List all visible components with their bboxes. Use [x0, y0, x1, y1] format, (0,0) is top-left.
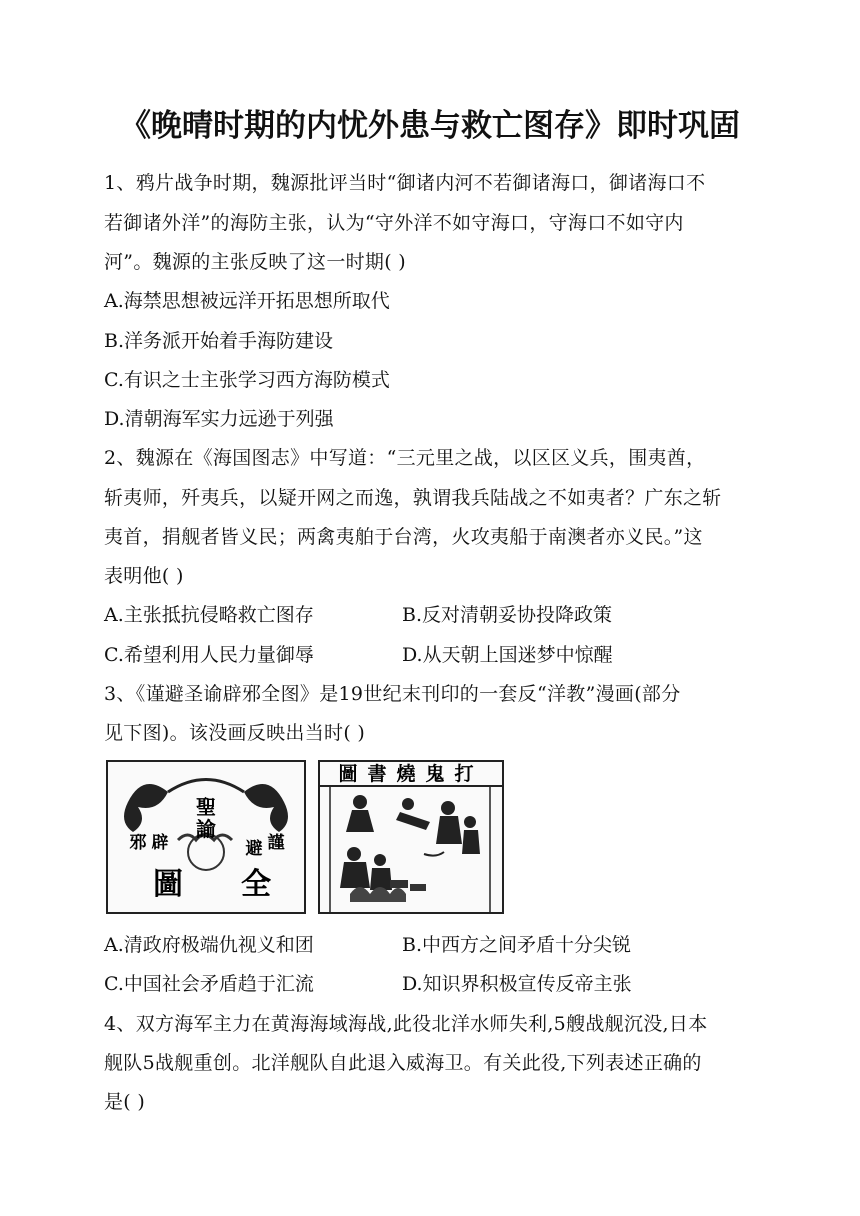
q2-option-d[interactable]: D.从天朝上国迷梦中惊醒 — [402, 644, 613, 666]
q2-stem-line-4: 表明他( ) — [104, 565, 184, 587]
q2-option-c[interactable]: C.希望利用人民力量御辱 — [104, 644, 314, 666]
q1-option-d[interactable]: D.清朝海军实力远逊于列强 — [104, 408, 334, 430]
woodcut-title-page-image — [106, 760, 306, 914]
q3-option-b[interactable]: B.中西方之间矛盾十分尖锐 — [402, 934, 632, 956]
seal-char-bi: 避 — [245, 839, 263, 859]
q3-stem-line-1: 3、《谨避圣谕辟邪全图》是19世纪末刊印的一套反“洋教”漫画(部分 — [104, 683, 681, 705]
arch-ornament — [168, 780, 244, 793]
q2-option-b[interactable]: B.反对清朝妥协投降政策 — [402, 604, 613, 626]
seal-char-xie: 邪 — [129, 833, 147, 853]
q1-option-a[interactable]: A.海禁思想被远洋开拓思想所取代 — [104, 290, 390, 312]
q1-stem-line-1: 1、鸦片战争时期，魏源批评当时“御诸内河不若御诸海口，御诸海口不 — [104, 172, 706, 194]
q2-stem-line-3: 夷首，捐舰者皆义民；两禽夷舶于台湾，火攻夷船于南澳者亦义民。”这 — [104, 526, 703, 548]
seal-char-quan: 全 — [241, 867, 271, 902]
document-title: 《晚晴时期的内忧外患与救亡图存》即时巩固 — [120, 108, 740, 144]
q4-stem-line-1: 4、双方海军主力在黄海海域海战,此役北洋水师失利,5艘战舰沉没,日本 — [104, 1013, 708, 1035]
q1-stem-line-3: 河”。魏源的主张反映了这一时期( ) — [104, 251, 406, 273]
q2-stem-line-1: 2、魏源在《海国图志》中写道：“三元里之战，以区区义兵，围夷酋， — [104, 447, 706, 469]
woodcut-title-page-drawing — [108, 762, 304, 912]
q2-stem-line-2: 斩夷师，歼夷兵，以疑开网之而逸，孰谓我兵陆战之不如夷者？广东之斩 — [104, 487, 722, 509]
seal-char-pi: 辟 — [151, 833, 169, 853]
q4-stem-line-3: 是( ) — [104, 1091, 146, 1113]
fire-icon — [350, 887, 406, 902]
seal-char-yu: 諭 — [196, 817, 216, 841]
seal-char-jin: 謹 — [267, 833, 285, 853]
cartoon-title: 圖書燒鬼打 — [338, 763, 484, 785]
dragon-right-ornament — [244, 784, 288, 832]
book-burning-cartoon-drawing — [320, 762, 502, 912]
q1-option-b[interactable]: B.洋务派开始着手海防建设 — [104, 330, 334, 352]
q3-option-d[interactable]: D.知识界积极宣传反帝主张 — [402, 973, 632, 995]
seal-char-sheng: 聖 — [196, 795, 216, 819]
book-burning-cartoon-image — [318, 760, 504, 914]
q3-stem-line-2: 见下图)。该没画反映出当时( ) — [104, 722, 366, 744]
cartoon-figures — [340, 795, 480, 890]
book-icon — [390, 880, 408, 888]
q3-option-c[interactable]: C.中国社会矛盾趋于汇流 — [104, 973, 314, 995]
q2-option-a[interactable]: A.主张抵抗侵略救亡图存 — [104, 604, 314, 626]
q1-option-c[interactable]: C.有识之士主张学习西方海防模式 — [104, 369, 390, 391]
motion-line — [424, 852, 444, 856]
seal-char-tu: 圖 — [153, 867, 183, 902]
q1-stem-line-2: 若御诸外洋”的海防主张，认为“守外洋不如守海口，守海口不如守内 — [104, 212, 684, 234]
q3-option-a[interactable]: A.清政府极端仇视义和团 — [104, 934, 314, 956]
q4-stem-line-2: 舰队5战舰重创。北洋舰队自此退入威海卫。有关此役,下列表述正确的 — [104, 1052, 702, 1074]
dragon-left-ornament — [124, 784, 168, 832]
book-icon-2 — [410, 884, 426, 891]
